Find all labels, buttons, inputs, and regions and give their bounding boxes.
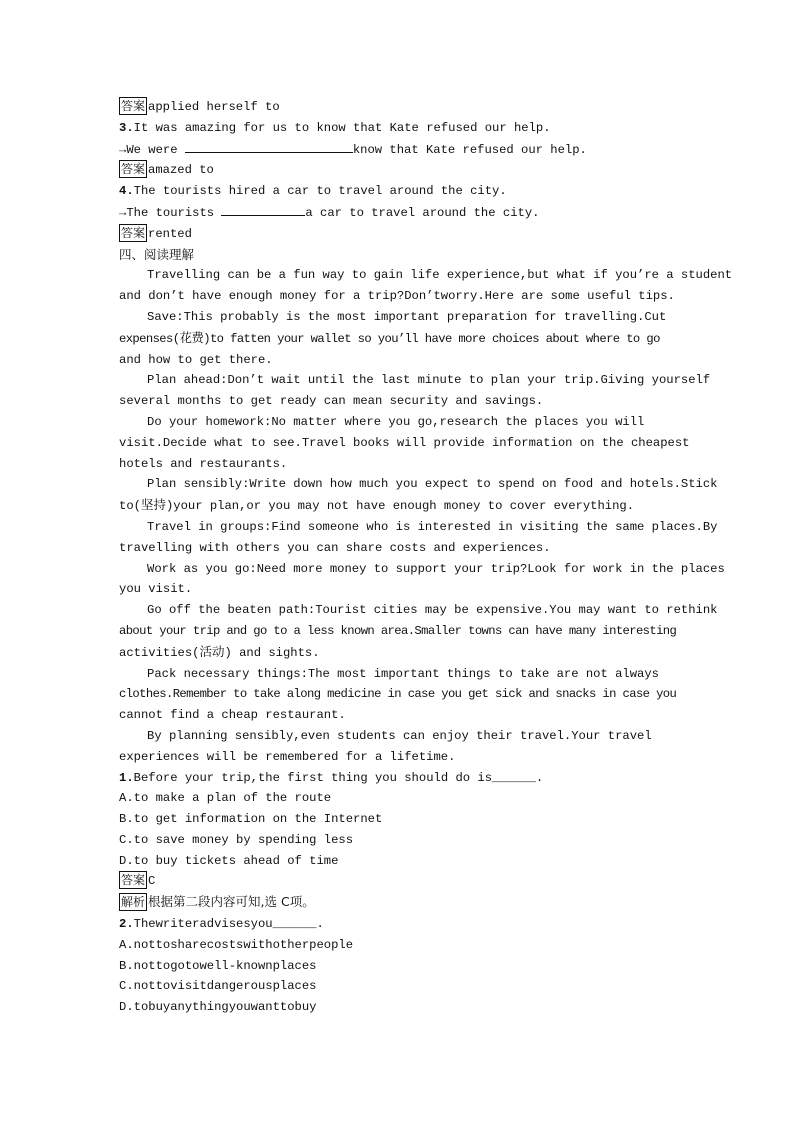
fill-blank <box>185 139 353 153</box>
passage-line: Plan ahead:Don’t wait until the last minute to plan your trip.Giving yourself <box>147 373 711 388</box>
passage-line: cannot find a cheap restaurant. <box>119 708 346 723</box>
question-number: 3. <box>119 120 134 135</box>
passage-line: Travelling can be a fun way to gain life experience,but what if you’re a student <box>147 268 733 283</box>
passage-line: and how to get there. <box>119 352 273 367</box>
passage-line: Travel in groups:Find someone who is interested in visiting the same places.By <box>147 519 718 534</box>
passage-line: Pack necessary things:The most important things to take are not always <box>147 666 659 681</box>
passage-text: to( <box>119 499 141 514</box>
passage-line: travelling with others you can share costs and experiences. <box>119 540 551 555</box>
fill-blank <box>221 202 305 216</box>
passage-line: Plan sensibly:Write down how much you expect to spend on food and hotels.Stick <box>147 477 718 492</box>
mc-question-2 <box>119 914 679 935</box>
rewrite-prefix: →The tourists <box>119 205 222 220</box>
explain-line-mc1 <box>119 892 679 914</box>
answer-line-q4 <box>119 224 679 245</box>
option-c: C.nottovisitdangerousplaces <box>119 979 317 994</box>
answer-box: 答案 <box>121 162 146 177</box>
passage-line: Save:This probably is the most important preparation for travelling.Cut <box>147 309 667 324</box>
passage-line: hotels and restaurants. <box>119 456 288 471</box>
passage-line: visit.Decide what to see.Travel books will provide information on the cheapest <box>119 435 690 450</box>
passage-line: several months to get ready can mean security and savings. <box>119 394 544 409</box>
answer-line-q3 <box>119 160 679 181</box>
option-b: B.nottogotowell-knownplaces <box>119 958 317 973</box>
passage-line <box>119 328 679 350</box>
mc-question-1 <box>119 768 679 789</box>
passage-text: activities( <box>119 645 200 660</box>
passage-line: clothes.Remember to take along medicine in case you get sick and snacks in case you <box>119 687 677 702</box>
answer-box: 答案 <box>121 225 146 240</box>
question-stem: Before your trip,the first thing you should do is______. <box>133 770 544 785</box>
answer-text: C <box>148 874 156 889</box>
option-d: D.tobuyanythingyouwanttobuy <box>119 1000 317 1015</box>
answer-text: rented <box>148 226 192 241</box>
passage-line: Work as you go:Need more money to support your trip?Look for work in the places <box>147 561 725 576</box>
passage-text: )your plan,or you may not have enough money to cover everything. <box>165 499 635 514</box>
passage-line: you visit. <box>119 582 193 597</box>
option-b: B.to get information on the Internet <box>119 812 383 827</box>
answer-box: 答案 <box>121 873 146 888</box>
option-d: D.to buy tickets ahead of time <box>119 853 339 868</box>
question-text: It was amazing for us to know that Kate refused our help. <box>133 120 551 135</box>
passage-line: about your trip and go to a less known area.Smaller towns can have many interesting <box>119 623 677 638</box>
option-a: A.nottosharecostswithotherpeople <box>119 937 354 952</box>
option-c: C.to save money by spending less <box>119 832 354 847</box>
gloss-text: 坚持 <box>140 497 166 513</box>
rewrite-suffix: know that Kate refused our help. <box>352 142 587 157</box>
explain-box: 解析 <box>121 895 146 910</box>
document-page <box>119 97 733 1018</box>
rewrite-prefix: →We were <box>119 142 185 157</box>
question-number: 2. <box>119 917 134 932</box>
passage-text: ) and sights. <box>224 645 320 660</box>
rewrite-suffix: a car to travel around the city. <box>305 205 540 220</box>
question-text: The tourists hired a car to travel around the city. <box>133 184 507 199</box>
option-a: A.to make a plan of the route <box>119 791 332 806</box>
question-4 <box>119 181 679 202</box>
question-3 <box>119 118 679 139</box>
passage-line: Do your homework:No matter where you go,research the places you will <box>147 414 645 429</box>
passage-text: expenses( <box>119 331 180 346</box>
answer-text: applied herself to <box>148 100 280 114</box>
answer-text: amazed to <box>148 163 214 178</box>
explain-text: 根据第二段内容可知,选 C项。 <box>148 894 315 910</box>
answer-line-mc1 <box>119 871 679 892</box>
gloss-text: 活动 <box>199 643 225 659</box>
question-number: 4. <box>119 184 134 199</box>
answer-box: 答案 <box>121 99 146 113</box>
gloss-text: 花费 <box>179 329 204 345</box>
passage-line: Go off the beaten path:Tourist cities may be expensive.You may want to rethink <box>147 603 718 618</box>
section-title: 四、阅读理解 <box>119 246 195 262</box>
passage-line: experiences will be remembered for a lifetime. <box>119 749 456 764</box>
passage-line <box>119 642 679 664</box>
question-stem: Thewriteradvisesyou______. <box>133 917 324 932</box>
rewrite-line-q4 <box>119 202 679 224</box>
passage-line: and don’t have enough money for a trip?Don’tworry.Here are some useful tips. <box>119 289 675 304</box>
question-number: 1. <box>119 770 134 785</box>
answer-line-q2 <box>119 97 679 118</box>
rewrite-line-q3 <box>119 139 679 161</box>
passage-text: )to fatten your wallet so you’ll have more choices about where to go <box>203 331 660 346</box>
passage-line: By planning sensibly,even students can enjoy their travel.Your travel <box>147 728 652 743</box>
passage-line <box>119 495 679 517</box>
